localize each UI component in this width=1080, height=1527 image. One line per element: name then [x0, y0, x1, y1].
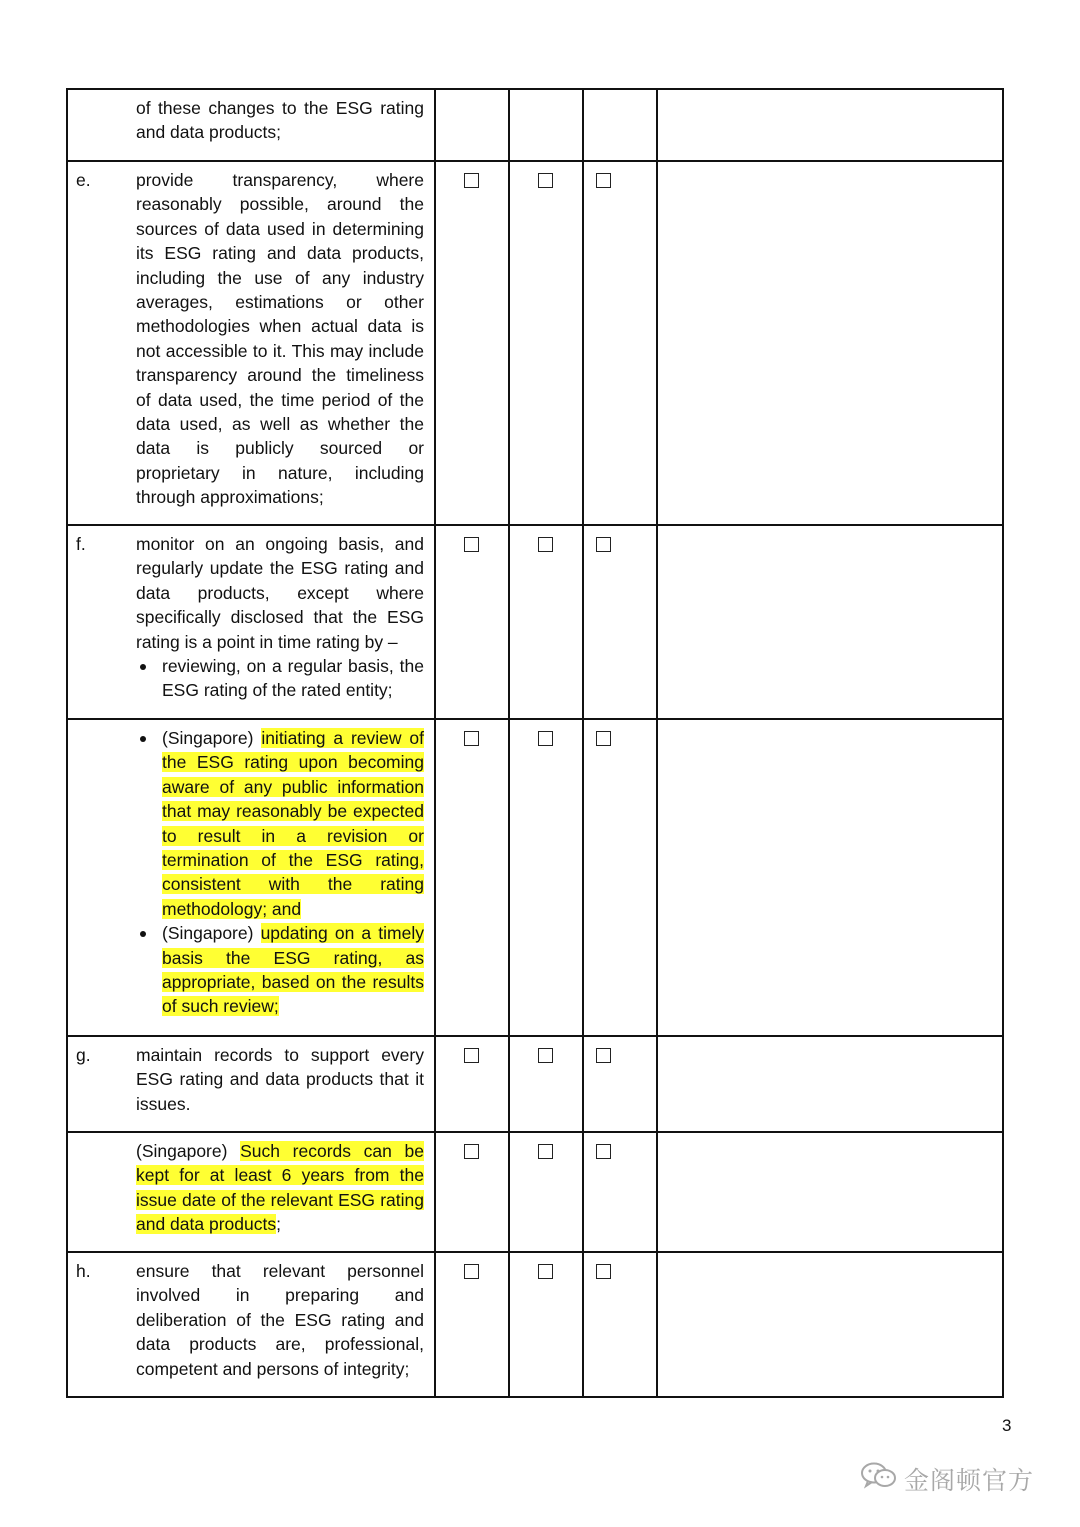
check-cell — [583, 1252, 657, 1397]
watermark-text: 金阁顿官方 — [904, 1466, 1035, 1495]
check-cell — [583, 161, 657, 525]
table-row — [67, 719, 1003, 1036]
check-cell — [435, 161, 509, 525]
item-letter — [67, 89, 124, 161]
checkbox[interactable] — [596, 1264, 611, 1279]
table-row — [67, 1036, 1003, 1132]
item-text-cell — [124, 525, 435, 719]
comment-cell[interactable] — [657, 161, 1003, 525]
item-letter: f. — [67, 525, 124, 719]
comment-cell[interactable] — [657, 1132, 1003, 1252]
item-letter: h. — [67, 1252, 124, 1397]
checkbox[interactable] — [464, 1144, 479, 1159]
item-text: monitor on an ongoing basis, and regularly update the ESG rating and data products, except where specifically disclosed that the ESG rating is a point in time rating by – — [136, 534, 424, 652]
table-row — [67, 89, 1003, 161]
bullet-list — [136, 726, 424, 1019]
checkbox[interactable] — [538, 731, 553, 746]
check-cell — [435, 525, 509, 719]
highlighted-text: initiating a review of the ESG rating upon becoming aware of any public information that may reasonably be expected to result in a revision or termination of the ESG rating, consistent with the rating methodology; and — [162, 728, 424, 919]
checkbox[interactable] — [538, 1048, 553, 1063]
checkbox[interactable] — [596, 173, 611, 188]
checkbox[interactable] — [464, 1048, 479, 1063]
comment-cell[interactable] — [657, 525, 1003, 719]
bullet-item — [136, 921, 424, 1019]
item-letter: e. — [67, 161, 124, 525]
check-cell — [509, 719, 583, 1036]
comment-cell[interactable] — [657, 1036, 1003, 1132]
item-text-cell — [124, 719, 435, 1036]
checkbox[interactable] — [596, 537, 611, 552]
checkbox[interactable] — [464, 173, 479, 188]
highlighted-text: Such records can be kept for at least 6 years from the issue date of the relevant ESG rating and data products — [136, 1141, 424, 1235]
bullet-item — [136, 726, 424, 921]
check-cell — [583, 1132, 657, 1252]
check-cell — [583, 719, 657, 1036]
item-text: maintain records to support every ESG rating and data products that it issues. — [124, 1036, 435, 1132]
check-cell — [509, 1252, 583, 1397]
watermark — [860, 1461, 1034, 1497]
check-cell — [435, 719, 509, 1036]
item-letter — [67, 719, 124, 1036]
checkbox[interactable] — [596, 1048, 611, 1063]
bullet-item: reviewing, on a regular basis, the ESG rating of the rated entity; — [136, 654, 424, 703]
table-row — [67, 161, 1003, 525]
checkbox[interactable] — [464, 731, 479, 746]
checkbox[interactable] — [464, 1264, 479, 1279]
jurisdiction-label: (Singapore) — [136, 1141, 241, 1161]
item-text: of these changes to the ESG rating and data products; — [124, 89, 435, 161]
jurisdiction-label: (Singapore) — [162, 923, 261, 944]
item-text: provide transparency, where reasonably possible, around the sources of data used in determining its ESG rating and data products, including the use of any industry averages, estimations or other methodologies when actual data is not accessible to it. This may include transparency around the timeliness of data used, the time period of the data used, as well as whether the data is publicly sourced or proprietary in nature, including through approximations; — [124, 161, 435, 525]
check-cell — [583, 89, 657, 161]
checkbox[interactable] — [538, 1264, 553, 1279]
comment-cell[interactable] — [657, 719, 1003, 1036]
check-cell — [583, 1036, 657, 1132]
checkbox[interactable] — [464, 537, 479, 552]
bullet-list — [136, 654, 424, 703]
check-cell — [435, 1036, 509, 1132]
item-text: ensure that relevant personnel involved in preparing and deliberation of the ESG rating and data products are, professional, competent and persons of integrity; — [124, 1252, 435, 1397]
check-cell — [509, 161, 583, 525]
check-cell — [435, 1252, 509, 1397]
jurisdiction-label: (Singapore) — [162, 728, 262, 748]
check-cell — [435, 89, 509, 161]
checkbox[interactable] — [538, 173, 553, 188]
item-text-suffix: ; — [276, 1214, 281, 1235]
checkbox[interactable] — [596, 1144, 611, 1159]
highlighted-text: updating on a timely basis the ESG rating, as appropriate, based on the results of such review; — [162, 923, 424, 1017]
table-row — [67, 1252, 1003, 1397]
check-cell — [509, 89, 583, 161]
checkbox[interactable] — [538, 537, 553, 552]
check-cell — [583, 525, 657, 719]
check-cell — [509, 1132, 583, 1252]
item-text-cell — [124, 1132, 435, 1252]
comment-cell[interactable] — [657, 1252, 1003, 1397]
item-letter — [67, 1132, 124, 1252]
check-cell — [509, 525, 583, 719]
checkbox[interactable] — [538, 1144, 553, 1159]
check-cell — [509, 1036, 583, 1132]
table-row — [67, 1132, 1003, 1252]
wechat-icon — [860, 1461, 898, 1497]
comment-cell[interactable] — [657, 89, 1003, 161]
table-row — [67, 525, 1003, 719]
page-number: 3 — [1002, 1416, 1012, 1435]
checkbox[interactable] — [596, 731, 611, 746]
check-cell — [435, 1132, 509, 1252]
checklist-table — [66, 88, 1004, 1398]
item-letter: g. — [67, 1036, 124, 1132]
